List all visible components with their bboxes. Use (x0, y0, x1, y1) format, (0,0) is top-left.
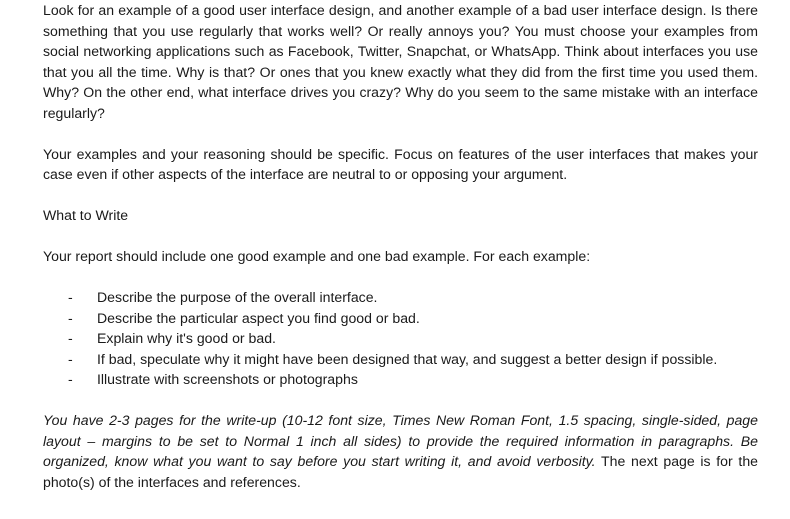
bullet-dash: - (68, 289, 73, 305)
list-item-text: Illustrate with screenshots or photographs (97, 371, 358, 387)
list-item (43, 308, 758, 329)
specific-paragraph: Your examples and your reasoning should be specific. Focus on features of the user interfaces that makes your case even if other aspects of the interface are neutral to or opposing your argument. (43, 145, 758, 182)
format-requirements-text: You have 2-3 pages for the write-up (10-12 font size, Times New Roman Font, 1.5 spacing, single-sided, page layout – margins to be set to Normal 1 inch all sides) to provide the required information in paragraphs. Be organized, know what you want to say before you start writing it, and avoid verbosity. (43, 412, 758, 469)
list-item (43, 349, 758, 370)
bullet-dash: - (68, 371, 73, 387)
list-item-text: Describe the particular aspect you find good or bad. (97, 309, 420, 326)
list-item-text: Describe the purpose of the overall interface. (97, 289, 378, 305)
spacer (43, 226, 758, 247)
next-page-note: The next page is for the photo(s) of the interfaces and references. (43, 453, 758, 490)
report-paragraph: Your report should include one good example and one bad example. For each example: (43, 248, 591, 264)
list-item (43, 287, 758, 308)
what-to-write-heading: What to Write (43, 207, 129, 223)
instruction-list (43, 287, 758, 390)
format-paragraph (43, 410, 758, 492)
bullet-dash: - (68, 350, 73, 367)
list-item-text: If bad, speculate why it might have been designed that way, and suggest a better design if possible. (97, 350, 718, 367)
list-item (43, 369, 758, 390)
spacer (43, 185, 758, 206)
bullet-dash: - (68, 330, 73, 346)
list-item (43, 328, 758, 349)
spacer (43, 267, 758, 288)
intro-paragraph: Look for an example of a good user interface design, and another example of a bad user interface design. Is there something that you use regularly that works well? Or really annoys you? You must choose your examples from social networking applications such as Facebook, Twitter, Snapchat, or WhatsApp. Think about interfaces you use that you all the time. Why is that? Or ones that you knew exactly what they did from the first time you used them. Why? On the other end, what interface drives you crazy? Why do you seem to the same mistake with an interface regularly? (43, 2, 758, 121)
spacer (43, 390, 758, 411)
document-page (43, 0, 758, 492)
bullet-dash: - (68, 309, 73, 326)
list-item-text: Explain why it's good or bad. (97, 330, 276, 346)
spacer (43, 123, 758, 144)
